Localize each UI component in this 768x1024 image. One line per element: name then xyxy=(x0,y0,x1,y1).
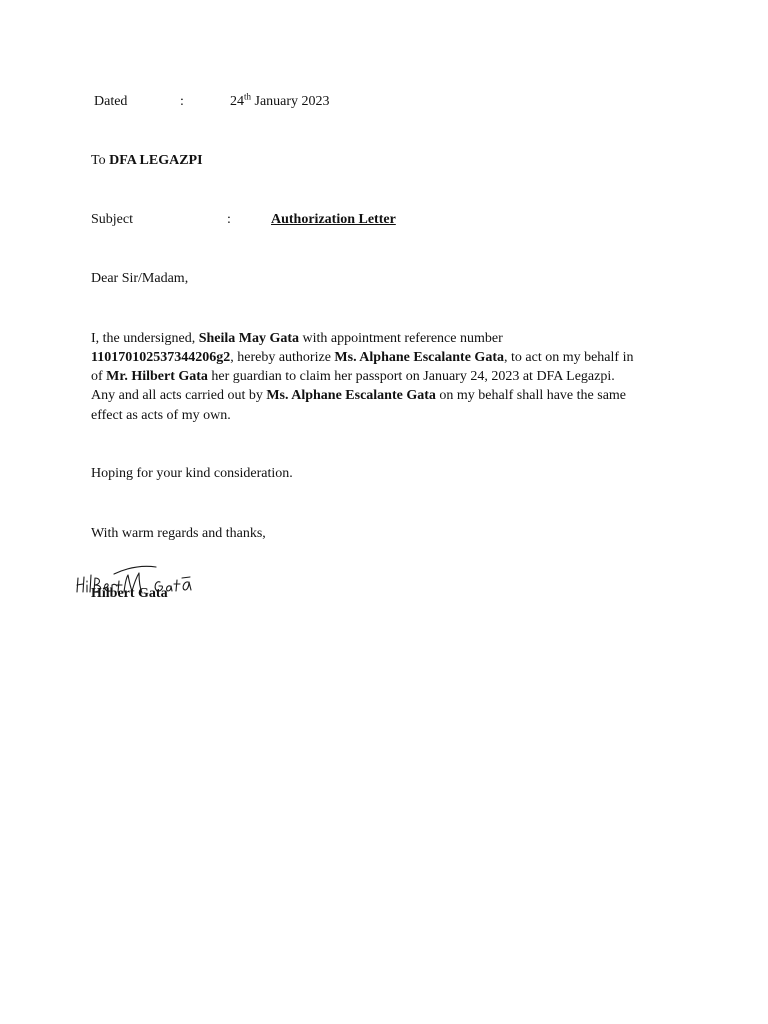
closing-consideration: Hoping for your kind consideration. xyxy=(91,466,293,481)
dated-label: Dated xyxy=(94,94,128,109)
body-text: with appointment reference number xyxy=(299,331,503,346)
body-line-4 xyxy=(91,388,626,404)
body-text: I, the undersigned, xyxy=(91,331,199,346)
authorized-person: Ms. Alphane Escalante Gata xyxy=(334,350,504,365)
body-text: of xyxy=(91,369,107,384)
subject-colon: : xyxy=(227,212,231,227)
subject-label: Subject xyxy=(91,212,133,227)
recipient-line xyxy=(91,153,203,169)
signer-name: Hilbert Gata xyxy=(91,586,168,601)
body-line-1 xyxy=(91,331,503,347)
guardian-name: Mr. Hilbert Gata xyxy=(106,369,208,384)
body-line-5: effect as acts of my own. xyxy=(91,408,231,423)
subject-value: Authorization Letter xyxy=(271,212,396,227)
reference-number-end: 6g2 xyxy=(209,350,231,365)
body-text: Any and all acts carried out by xyxy=(91,388,267,403)
dated-day: 24 xyxy=(230,94,244,109)
dated-suffix: th xyxy=(244,91,252,102)
body-line-2 xyxy=(91,350,633,366)
body-text: , to act on my behalf in xyxy=(504,350,634,365)
body-text: on my behalf shall have the same xyxy=(435,388,627,403)
to-prefix: To xyxy=(91,153,110,168)
reference-number-main: 11017010253734420 xyxy=(91,350,210,365)
recipient-name: DFA LEGAZPI xyxy=(109,153,203,168)
salutation: Dear Sir/Madam, xyxy=(91,271,189,286)
body-line-3 xyxy=(91,369,615,385)
dated-value xyxy=(230,91,330,110)
body-text: her guardian to claim her passport on January 24, 2023 at DFA Legazpi. xyxy=(207,369,615,384)
applicant-name: Sheila May Gata xyxy=(198,331,300,346)
dated-colon: : xyxy=(180,94,184,109)
dated-month-year: January 2023 xyxy=(251,94,330,109)
closing-regards: With warm regards and thanks, xyxy=(91,526,266,541)
body-text: , hereby authorize xyxy=(230,350,335,365)
reference-number xyxy=(91,350,230,365)
authorized-person: Ms. Alphane Escalante Gata xyxy=(266,388,436,403)
